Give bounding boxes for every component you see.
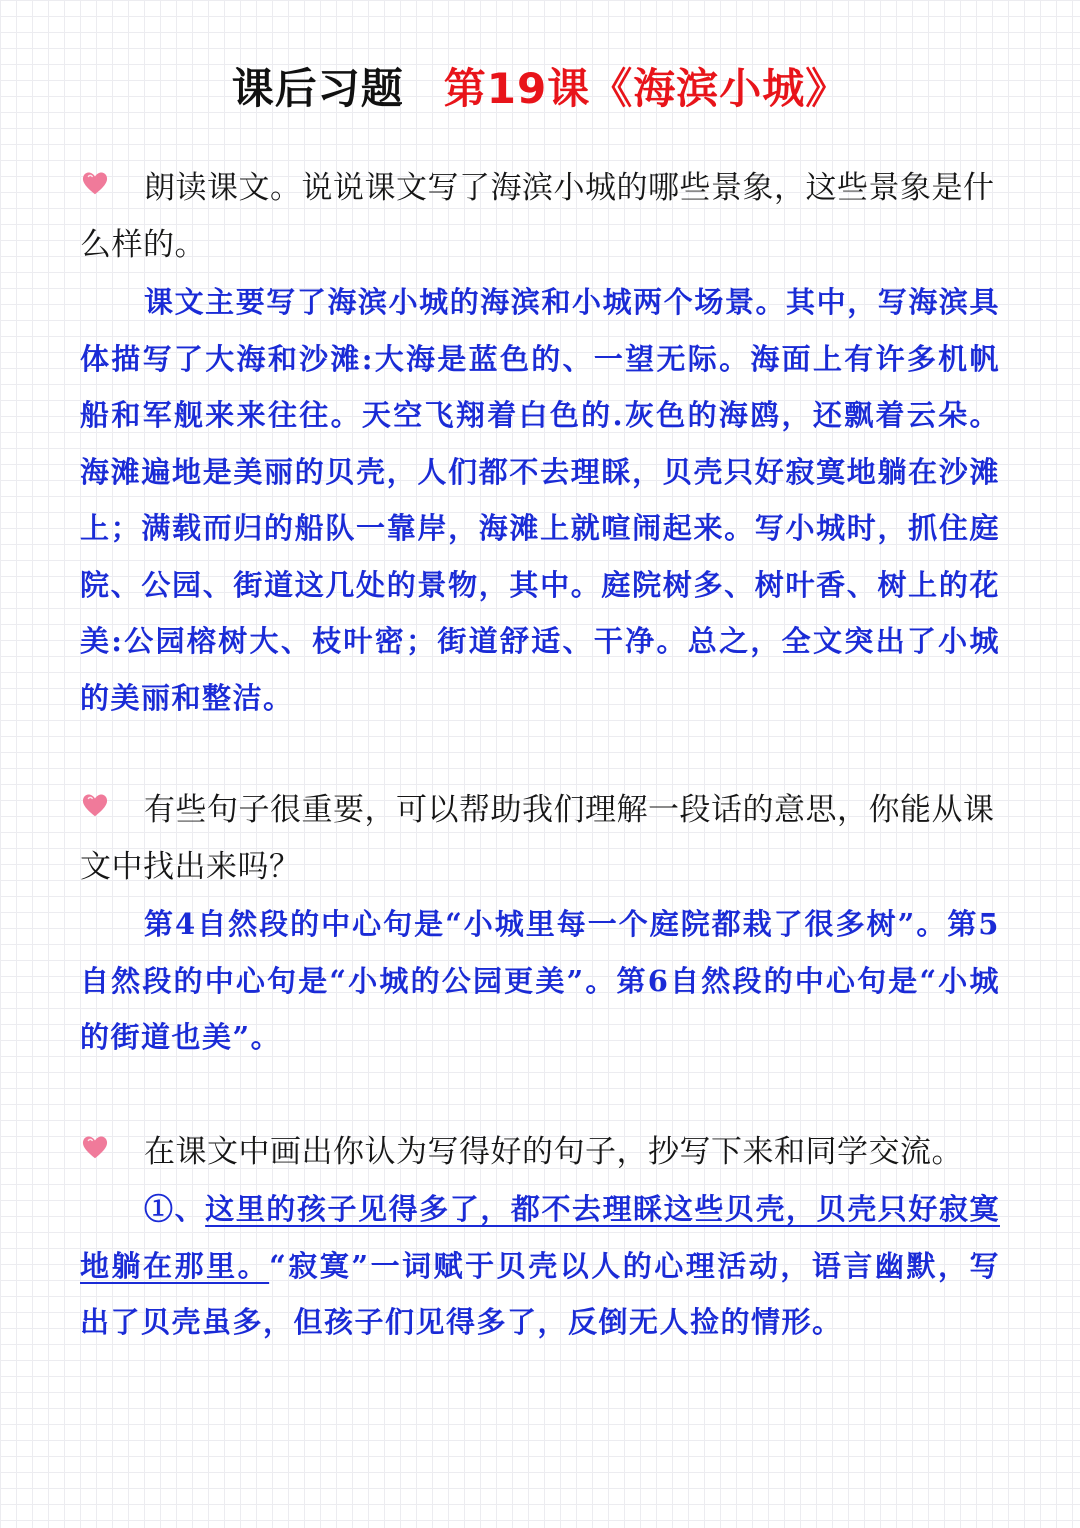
question-1	[80, 160, 1000, 274]
answer-text: 课文主要写了海滨小城的海滨和小城两个场景。其中，写海滨具体描写了大海和沙滩:大海是蓝色的、一望无际。海面上有许多机帆船和军舰来来往往。天空飞翔着白色的.灰色的海鸥，还飘着云朵。海滩遍地是美丽的贝壳，人们都不去理睬，贝壳只好寂寞地躺在沙滩上；满载而归的船队一靠岸，海滩上就喧闹起来。写小城时，抓住庭院、公园、街道这几处的景物，其中。庭院树多、树叶香、树上的花美:公园榕树大、枝叶密；街道舒适、干净。总之，全文突出了小城的美丽和整洁。	[80, 285, 1000, 715]
answer-text: 第4自然段的中心句是“小城里每一个庭院都栽了很多树”。第5自然段的中心句是“小城的公园更美”。第6自然段的中心句是“小城的街道也美”。	[80, 907, 1000, 1054]
lesson-title: 第19课《海滨小城》	[443, 64, 849, 113]
answer-text: “寂寞”一词赋于贝壳以人的心理活动，语言幽默，写出了贝壳虽多，但孩子们见得多了，反倒无人捡的情形。	[80, 1248, 1000, 1339]
answer-prefix: ①、	[144, 1192, 206, 1226]
exercise-1	[80, 160, 1000, 726]
heart-icon	[80, 1132, 110, 1162]
heart-icon	[80, 790, 110, 820]
question-text: 有些句子很重要，可以帮助我们理解一段话的意思，你能从课文中找出来吗？	[80, 792, 995, 885]
answer-1	[80, 274, 1000, 726]
heart-icon	[80, 168, 110, 198]
page-title	[0, 56, 1080, 116]
question-text: 朗读课文。说说课文写了海滨小城的哪些景象，这些景象是什么样的。	[80, 170, 995, 263]
answer-2	[80, 896, 1000, 1066]
title-label: 课后习题	[231, 64, 404, 113]
quoted-sentence: 这里的孩子见得多了，都不去理睬这些贝壳，贝壳只好寂寞地躺在那里。	[80, 1192, 1000, 1283]
question-3	[80, 1124, 1000, 1181]
question-2	[80, 782, 1000, 896]
exercise-2	[80, 782, 1000, 1066]
answer-3	[80, 1181, 1000, 1351]
exercise-3	[80, 1124, 1000, 1351]
question-text: 在课文中画出你认为写得好的句子，抄写下来和同学交流。	[144, 1134, 963, 1170]
